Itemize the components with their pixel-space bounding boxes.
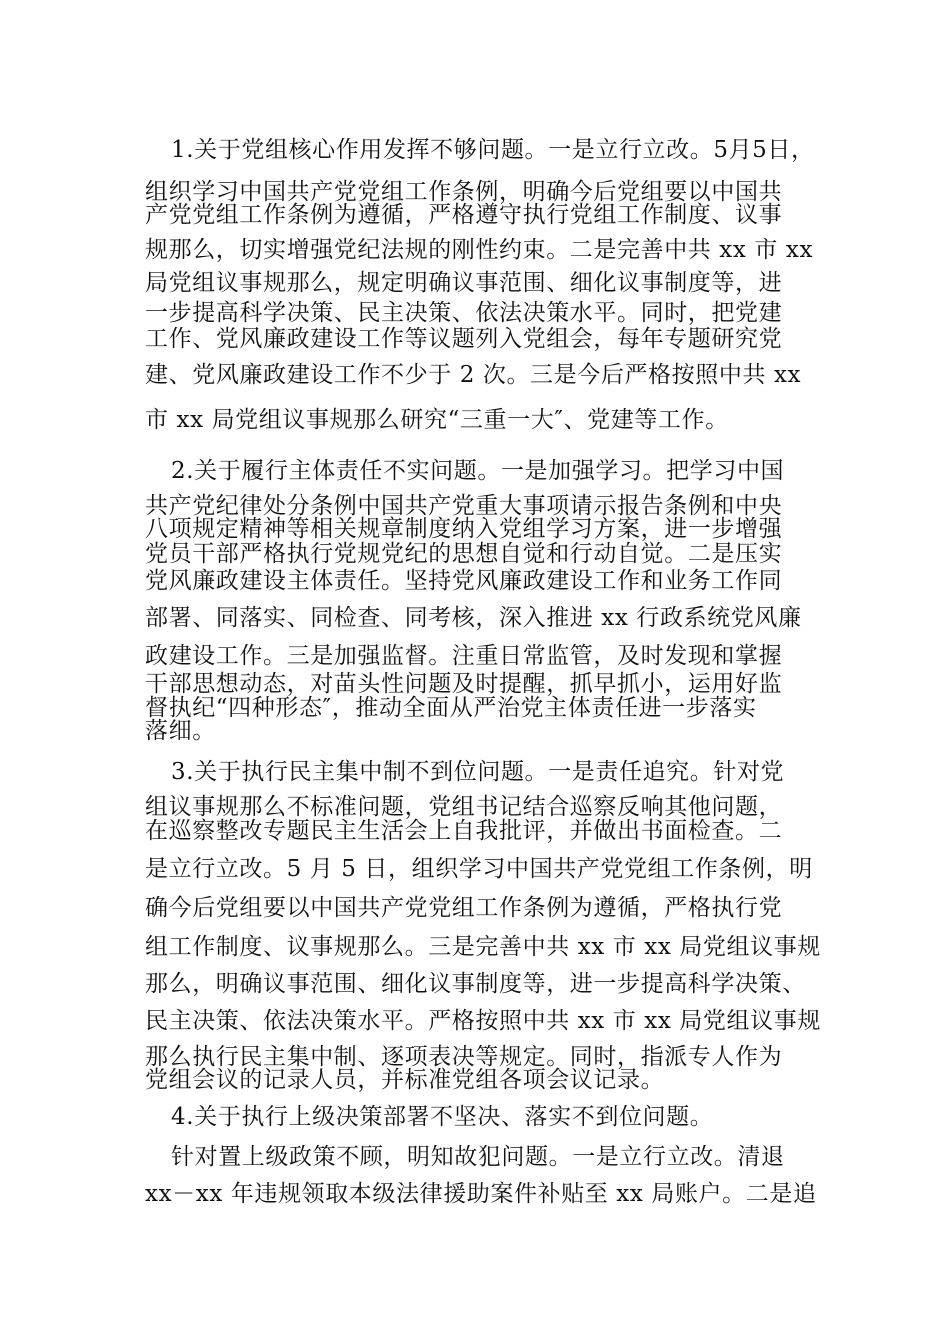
text-line: 组工作制度、议事规那么。三是完善中共 xx 市 xx 局党组议事规 (145, 934, 821, 960)
text-line: 党组会议的记录人员，并标准党组各项会议记录。 (145, 1067, 665, 1093)
text-line: 规那么，切实增强党纪法规的刚性约束。二是完善中共 xx 市 xx (145, 237, 814, 263)
text-line: 在巡察整改专题民主生活会上自我批评，并做出书面检查。二 (145, 818, 783, 844)
text-line: 干部思想动态，对苗头性问题及时提醒，抓早抓小，运用好监 (145, 671, 783, 697)
text-line: 2.关于履行主体责任不实问题。一是加强学习。把学习中国 (171, 458, 785, 484)
text-line: 党员干部严格执行党规党纪的思想自觉和行动自觉。二是压实 (145, 541, 783, 567)
text-line: 那么，明确议事范围、细化议事制度等，进一步提高科学决策、 (145, 971, 806, 997)
text-line: 组议事规那么不标准问题，党组书记结合巡察反响其他问题， (145, 794, 783, 820)
text-line: 4.关于执行上级决策部署不坚决、落实不到位问题。 (171, 1104, 714, 1130)
text-line: 民主决策、依法决策水平。严格按照中共 xx 市 xx 局党组议事规 (145, 1008, 821, 1034)
text-line: 部署、同落实、同检查、同考核，深入推进 xx 行政系统党风廉 (145, 605, 802, 631)
text-line: 共产党纪律处分条例中国共产党重大事项请示报告条例和中央 (145, 493, 783, 519)
text-line: 党风廉政建设主体责任。坚持党风廉政建设工作和业务工作同 (145, 568, 783, 594)
text-line: 是立行立改。5 月 5 日，组织学习中国共产党党组工作条例，明 (145, 856, 813, 882)
text-line: 1.关于党组核心作用发挥不够问题。一是立行立改。5月5日， (171, 137, 815, 163)
text-line: 政建设工作。三是加强监督。注重日常监管，及时发现和掌握 (145, 643, 783, 669)
text-line: 落细。 (145, 718, 216, 744)
text-line: 产党党组工作条例为遵循，严格遵守执行党组工作制度、议事 (145, 202, 783, 228)
text-line: 建、党风廉政建设工作不少于 2 次。三是今后严格按照中共 xx (145, 362, 802, 388)
text-line: 八项规定精神等相关规章制度纳入党组学习方案，进一步增强 (145, 516, 783, 542)
text-line: 督执纪“四种形态″，推动全面从严治党主体责任进一步落实 (145, 695, 757, 721)
text-line: 针对置上级政策不顾，明知故犯问题。一是立行立改。清退 (171, 1144, 785, 1170)
text-line: 确今后党组要以中国共产党党组工作条例为遵循，严格执行党 (145, 895, 783, 921)
text-line: 一步提高科学决策、民主决策、依法决策水平。同时，把党建 (145, 300, 783, 326)
text-line: 3.关于执行民主集中制不到位问题。一是责任追究。针对党 (171, 759, 785, 785)
text-line: 组织学习中国共产党党组工作条例，明确今后党组要以中国共 (145, 179, 783, 205)
text-line: 局党组议事规那么，规定明确议事范围、细化议事制度等，进 (145, 270, 783, 296)
text-line: 工作、党风廉政建设工作等议题列入党组会，每年专题研究党 (145, 326, 783, 352)
text-line: 那么执行民主集中制、逐项表决等规定。同时，指派专人作为 (145, 1044, 783, 1070)
text-line: xx－xx 年违规领取本级法律援助案件补贴至 xx 局账户。二是追 (145, 1181, 817, 1207)
text-line: 市 xx 局党组议事规那么研究“三重一大″、党建等工作。 (145, 407, 729, 433)
